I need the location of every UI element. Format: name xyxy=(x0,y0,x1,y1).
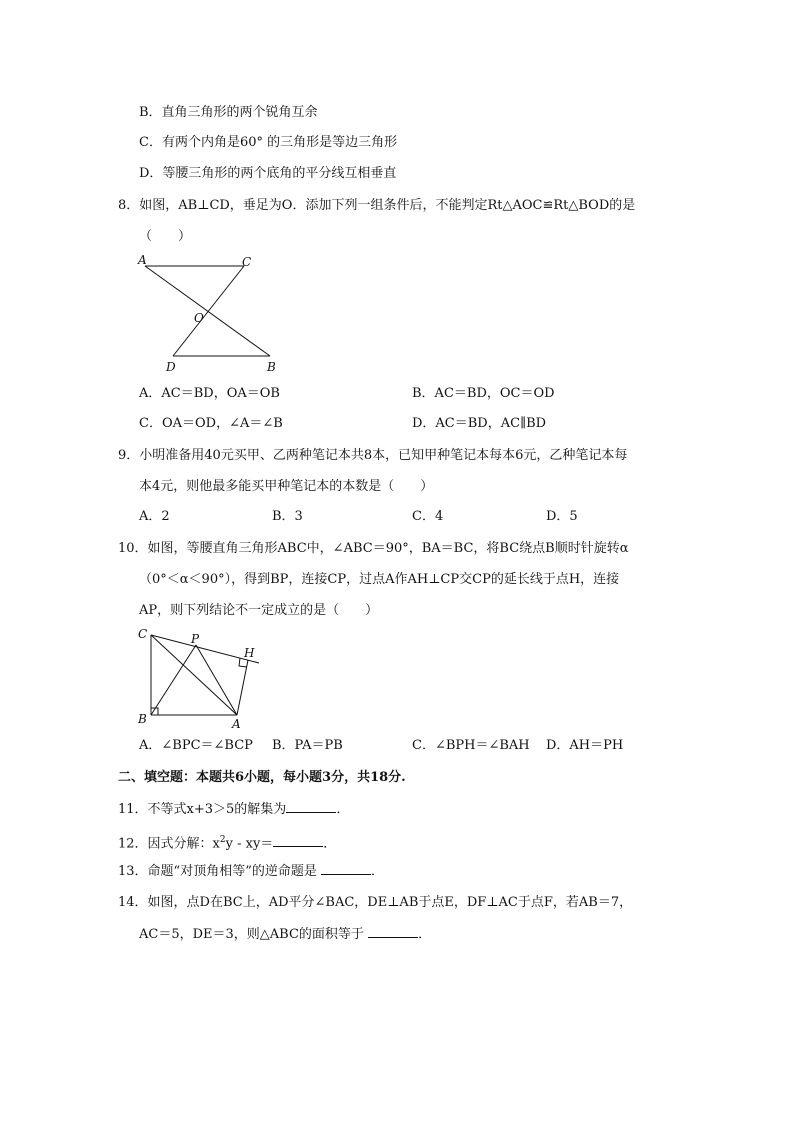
q8-segment-ab xyxy=(145,266,270,356)
q12 xyxy=(118,831,336,853)
q10-option-c: C．∠BPH＝∠BAH xyxy=(412,738,530,753)
q10-stem-line1: 10．如图，等腰直角三角形ABC中，∠ABC＝90°，BA＝BC，将BC绕点B顺时针旋转α xyxy=(118,541,629,556)
q8-option-d: D．AC＝BD，AC∥BD xyxy=(412,416,547,431)
q10-stem-line2: （0°＜α＜90°），得到BP，连接CP，过点A作AH⊥CP交CP的延长线于点H，连接 xyxy=(139,572,620,587)
q11-text: 11．不等式x+3＞5的解集为 xyxy=(118,802,287,817)
q9-option-c: C．4 xyxy=(412,509,444,524)
q11-end: ． xyxy=(336,802,350,817)
q10-option-a: A．∠BPC＝∠BCP xyxy=(139,738,253,753)
q7-option-b: B．直角三角形的两个锐角互余 xyxy=(139,105,318,120)
q8-option-c: C．OA＝OD，∠A＝∠B xyxy=(139,416,283,431)
q8-label-o: O xyxy=(194,311,204,325)
section-fill-in-heading: 二、填空题：本题共6小题，每小题3分，共18分. xyxy=(118,770,406,785)
q10-label-p: P xyxy=(191,632,200,646)
q8-figure xyxy=(132,250,292,375)
q14-end: ． xyxy=(418,927,432,942)
q10-label-h: H xyxy=(244,646,255,660)
q9-option-b: B．3 xyxy=(272,509,303,524)
q8-stem-line1: 8．如图，AB⊥CD，垂足为O．添加下列一组条件后，不能判定Rt△AOC≌Rt△BOD的是 xyxy=(118,198,636,213)
q13-end: ． xyxy=(370,864,384,879)
q8-segment-cd xyxy=(173,266,244,356)
q9-option-d: D．5 xyxy=(546,509,578,524)
q9-stem-line2: 本4元，则他最多能买甲种笔记本的本数是（ ） xyxy=(139,479,434,494)
q13-text: 13．命题“对顶角相等”的逆命题是 xyxy=(118,864,321,879)
q14-answer-blank xyxy=(368,925,418,938)
q8-stem-line2: （ ） xyxy=(139,229,192,244)
q10-segment-ah xyxy=(237,660,248,715)
q10-label-a: A xyxy=(232,717,241,731)
q11-answer-blank xyxy=(286,800,336,813)
q10-stem-line3: AP，则下列结论不一定成立的是（ ） xyxy=(139,603,379,618)
q12-exponent: 2 xyxy=(219,835,226,845)
q13-answer-blank xyxy=(321,862,371,875)
q9-option-a: A．2 xyxy=(139,509,170,524)
q11 xyxy=(118,800,349,819)
q8-label-a: A xyxy=(138,253,147,267)
q9-stem-line1: 9．小明准备用40元买甲、乙两种笔记本共8本，已知甲种笔记本每本6元，乙种笔记本每 xyxy=(118,448,628,463)
q12-text: 12．因式分解：x xyxy=(118,836,220,852)
q8-option-a: A．AC＝BD，OA＝OB xyxy=(139,386,280,401)
q8-label-c: C xyxy=(242,255,252,269)
q10-segment-ca xyxy=(151,635,237,715)
q7-option-d: D．等腰三角形的两个底角的平分线互相垂直 xyxy=(139,166,397,181)
q10-label-b: B xyxy=(138,712,147,726)
q13 xyxy=(118,862,384,881)
q12-end: ． xyxy=(323,836,337,852)
q8-label-b: B xyxy=(267,360,276,374)
q10-option-d: D．AH＝PH xyxy=(546,738,624,753)
q7-option-c: C．有两个内角是60° 的三角形是等边三角形 xyxy=(139,135,398,150)
q14-text: AC＝5，DE＝3，则△ABC的面积等于 xyxy=(139,927,369,942)
q12-text-mid: y - xy＝ xyxy=(225,836,274,852)
q14-stem-line1: 14．如图，点D在BC上，AD平分∠BAC，DE⊥AB于点E，DF⊥AC于点F，若AB＝7， xyxy=(118,895,633,910)
q12-answer-blank xyxy=(273,834,323,847)
q8-label-d: D xyxy=(166,360,176,374)
q10-figure xyxy=(134,625,269,733)
q10-label-c: C xyxy=(138,627,148,641)
q8-option-b: B．AC＝BD，OC＝OD xyxy=(412,386,555,401)
q10-line-cph xyxy=(151,635,259,663)
q14-stem-line2 xyxy=(139,925,431,944)
q10-option-b: B．PA＝PB xyxy=(272,738,343,753)
